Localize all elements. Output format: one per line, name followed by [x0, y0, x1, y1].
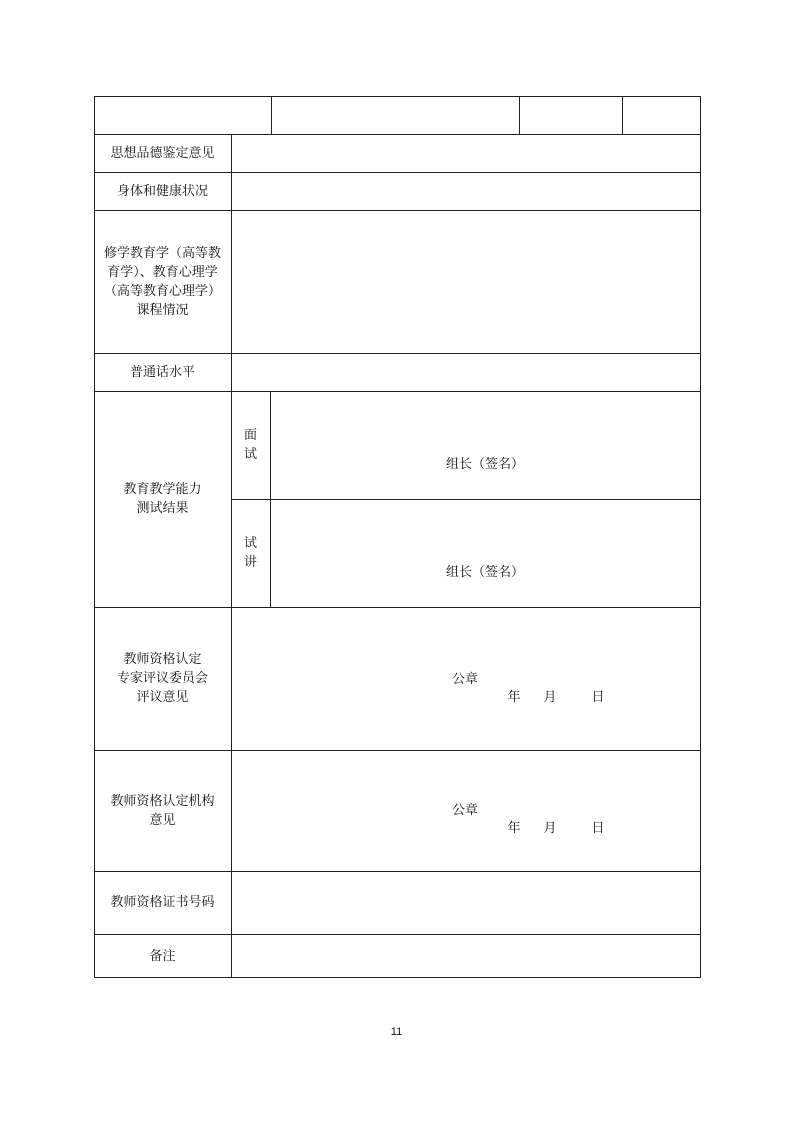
row-line — [231, 499, 701, 500]
committee-seal: 公章 — [451, 672, 478, 687]
label-lecture: 试 讲 — [243, 536, 257, 570]
agency-year: 年 — [507, 821, 521, 836]
agency-day: 日 — [591, 821, 605, 836]
label-teaching: 教育教学能力 测试结果 — [123, 482, 202, 516]
committee-month: 月 — [543, 690, 557, 705]
agency-seal: 公章 — [451, 803, 478, 818]
label-moral: 思想品德鉴定意见 — [110, 145, 215, 161]
label-committee: 教师资格认定 专家评议委员会 评议意见 — [116, 652, 208, 705]
interview-leader-signature: 组长（签名） — [445, 457, 524, 472]
committee-day: 日 — [591, 690, 605, 705]
label-health: 身体和健康状况 — [116, 183, 208, 199]
header-divider-3 — [622, 96, 624, 135]
lecture-leader-signature: 组长（签名） — [445, 565, 524, 580]
label-remarks: 备注 — [149, 948, 176, 964]
label-agency: 教师资格认定机构 意见 — [110, 793, 215, 828]
agency-month: 月 — [543, 821, 557, 836]
sub-label-line — [270, 391, 271, 607]
label-mandarin: 普通话水平 — [129, 364, 195, 380]
label-cert: 教师资格证书号码 — [110, 895, 215, 910]
label-interview: 面 试 — [243, 428, 257, 462]
header-divider-2 — [519, 96, 521, 135]
header-divider-1 — [271, 96, 273, 135]
page-number: 11 — [390, 1026, 403, 1038]
label-course: 修学教育学（高等教 育学）、教育心理学 （高等教育心理学） 课程情况 — [103, 245, 221, 318]
committee-year: 年 — [507, 690, 521, 705]
